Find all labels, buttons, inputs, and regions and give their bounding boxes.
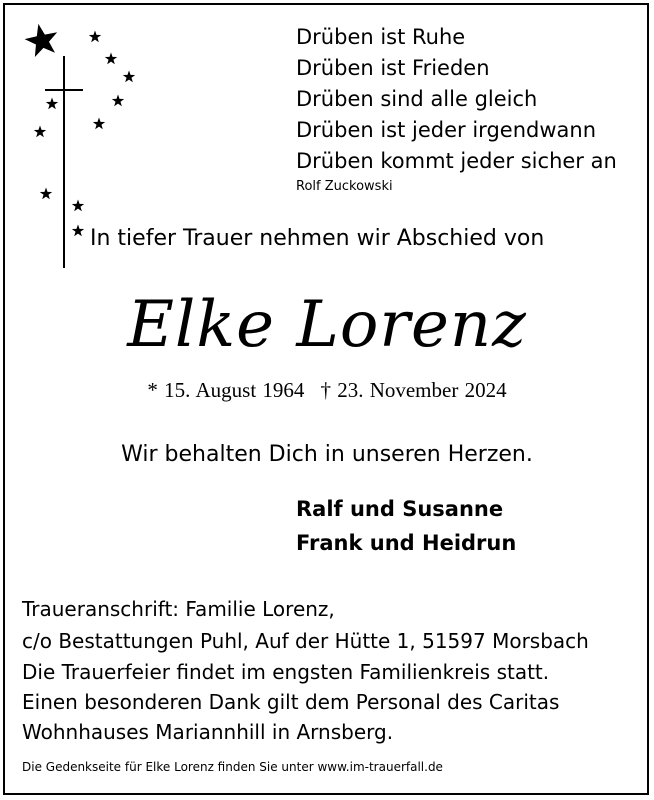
farewell-intro: In tiefer Trauer nehmen wir Abschied von bbox=[90, 226, 545, 251]
star-icon bbox=[40, 188, 52, 200]
mourning-address-line: Traueranschrift: Familie Lorenz, bbox=[22, 597, 335, 621]
poem-author: Rolf Zuckowski bbox=[296, 179, 393, 194]
mourning-address-line: c/o Bestattungen Puhl, Auf der Hütte 1, 51597 Morsbach bbox=[22, 629, 589, 653]
star-icon bbox=[72, 200, 84, 212]
poem-line: Drüben ist jeder irgendwann bbox=[296, 118, 596, 142]
memorial-page-note: Die Gedenkseite für Elke Lorenz finden Sie unter www.im-trauerfall.de bbox=[22, 760, 443, 774]
star-icon bbox=[89, 31, 101, 43]
poem-line: Drüben sind alle gleich bbox=[296, 87, 538, 111]
star-icon bbox=[112, 95, 124, 107]
star-icon bbox=[93, 118, 105, 130]
star-icon bbox=[34, 126, 46, 138]
poem-line: Drüben ist Ruhe bbox=[296, 25, 466, 49]
star-icon bbox=[22, 20, 61, 58]
mourner-name: Frank und Heidrun bbox=[296, 531, 517, 555]
cross-icon bbox=[45, 56, 83, 268]
deceased-name: Elke Lorenz bbox=[127, 288, 527, 362]
birth-date: * 15. August 1964 bbox=[147, 378, 305, 402]
star-icon bbox=[123, 71, 135, 83]
star-icon bbox=[72, 225, 84, 237]
poem-line: Drüben ist Frieden bbox=[296, 56, 490, 80]
motto: Wir behalten Dich in unseren Herzen. bbox=[121, 442, 533, 467]
poem bbox=[296, 22, 617, 197]
star-icon bbox=[105, 53, 117, 65]
thanks-line: Wohnhauses Mariannhill in Arnsberg. bbox=[22, 720, 394, 744]
footer-info bbox=[22, 593, 589, 747]
mourners bbox=[296, 492, 516, 560]
thanks-line: Einen besonderen Dank gilt dem Personal des Caritas bbox=[22, 690, 560, 714]
mourner-name: Ralf und Susanne bbox=[296, 497, 504, 521]
star-icon bbox=[46, 98, 58, 110]
death-date: † 23. November 2024 bbox=[320, 378, 507, 402]
life-dates bbox=[0, 378, 654, 403]
ceremony-note: Die Trauerfeier findet im engsten Familienkreis statt. bbox=[22, 660, 550, 684]
poem-line: Drüben kommt jeder sicher an bbox=[296, 149, 617, 173]
